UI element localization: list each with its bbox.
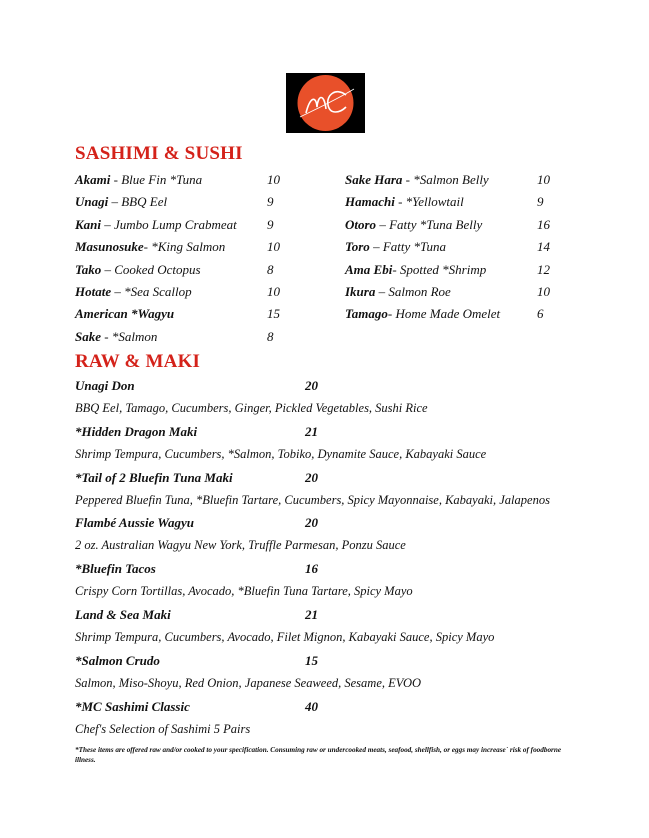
raw-item-description: Shrimp Tempura, Cucumbers, *Salmon, Tobiko, Dynamite Sauce, Kabayaki Sauce	[75, 446, 487, 461]
mc-logo-mark	[286, 73, 365, 133]
item-price: 6	[537, 306, 544, 322]
raw-item-price: 21	[305, 607, 318, 622]
item-description: – Salmon Roe	[375, 284, 451, 299]
item-price: 12	[537, 261, 550, 277]
item-description: – Cooked Octopus	[101, 261, 201, 277]
item-price: 10	[537, 284, 550, 299]
menu-item	[75, 283, 297, 301]
raw-item-description: 2 oz. Australian Wagyu New York, Truffle Parmesan, Ponzu Sauce	[75, 538, 406, 553]
item-description: - *Salmon Belly	[402, 172, 489, 187]
item-price: 16	[537, 216, 550, 232]
menu-item	[75, 216, 297, 234]
item-price: 9	[267, 194, 274, 210]
raw-item-price: 21	[305, 423, 318, 439]
item-name: American *Wagyu	[75, 306, 175, 322]
item-description: - *Yellowtail	[394, 194, 464, 210]
item-description: - Spotted *Shrimp	[392, 261, 487, 277]
menu-item	[75, 305, 297, 323]
menu-item	[75, 328, 297, 346]
item-description: – Jumbo Lump Crabmeat	[101, 216, 237, 232]
item-name: Masunosuke	[75, 239, 144, 255]
raw-item-price: 16	[305, 561, 318, 577]
menu-item	[345, 238, 567, 256]
item-price: 10	[537, 172, 550, 187]
item-name: Hotate	[75, 284, 112, 299]
item-price: 9	[267, 216, 274, 232]
menu-item	[75, 193, 297, 211]
raw-item-description: Salmon, Miso-Shoyu, Red Onion, Japanese Seaweed, Sesame, EVOO	[75, 675, 422, 690]
item-description: - *King Salmon	[143, 239, 226, 255]
item-name: Tamago	[345, 306, 388, 322]
section-title-sashimi-sushi: SASHIMI & SUSHI	[75, 143, 243, 164]
raw-item-price: 20	[305, 469, 318, 485]
raw-item-name: *Hidden Dragon Maki	[75, 423, 198, 439]
item-name: Hamachi	[345, 194, 395, 210]
item-description: - *Salmon	[101, 328, 158, 344]
menu-item	[75, 171, 297, 189]
item-price: 10	[267, 172, 280, 187]
raw-item-name: Flambé Aussie Wagyu	[75, 515, 194, 531]
raw-item-name: *Bluefin Tacos	[75, 561, 156, 577]
item-name: Akami	[75, 172, 111, 187]
item-description: – Fatty *Tuna	[369, 239, 447, 255]
item-name: Sake	[75, 328, 101, 344]
item-price: 8	[267, 261, 274, 277]
raw-item-name: *Salmon Crudo	[75, 652, 160, 668]
item-description: - Blue Fin *Tuna	[110, 172, 203, 187]
mc-logo	[286, 73, 365, 133]
section-title-raw-maki: RAW & MAKI	[75, 351, 201, 372]
raw-item-description: Shrimp Tempura, Cucumbers, Avocado, Filet Mignon, Kabayaki Sauce, Spicy Mayo	[75, 630, 495, 644]
item-price: 8	[267, 328, 274, 344]
menu-item	[345, 171, 567, 189]
item-name: Otoro	[345, 216, 377, 232]
item-name: Ikura	[345, 284, 376, 299]
menu-item	[75, 261, 297, 279]
menu-item	[345, 261, 567, 279]
raw-item-description: Crispy Corn Tortillas, Avocado, *Bluefin Tuna Tartare, Spicy Mayo	[75, 584, 413, 599]
menu-item	[345, 216, 567, 234]
item-name: Kani	[75, 216, 102, 232]
menu-item	[345, 305, 567, 323]
footnote: *These items are offered raw and/or cooked to your specification. Consuming raw or undercooked meats, seafood, shellfish, or eggs may increase` risk of foodborne illness.	[75, 746, 562, 764]
raw-item-price: 20	[305, 515, 318, 531]
menu-item	[345, 193, 567, 211]
raw-item-description: Peppered Bluefin Tuna, *Bluefin Tartare, Cucumbers, Spicy Mayonnaise, Kabayaki, Jalapenos	[75, 492, 550, 507]
menu-item	[345, 283, 567, 301]
menu-item	[75, 238, 297, 256]
raw-item-name: *Tail of 2 Bluefin Tuna Maki	[75, 469, 233, 485]
raw-item-price: 20	[305, 378, 318, 393]
raw-item-name: *MC Sashimi Classic	[75, 698, 190, 714]
raw-item-name: Land & Sea Maki	[75, 607, 171, 622]
raw-item-name: Unagi Don	[75, 378, 135, 393]
item-name: Ama Ebi	[345, 261, 393, 277]
item-name: Sake Hara	[345, 172, 403, 187]
item-price: 10	[267, 284, 280, 299]
raw-item-description: BBQ Eel, Tamago, Cucumbers, Ginger, Pickled Vegetables, Sushi Rice	[75, 401, 428, 415]
item-price: 15	[267, 306, 280, 322]
item-name: Unagi	[75, 194, 109, 210]
raw-item-description: Chef's Selection of Sashimi 5 Pairs	[75, 721, 251, 736]
item-description: - Home Made Omelet	[387, 306, 501, 322]
item-price: 9	[537, 194, 544, 210]
item-description: – Fatty *Tuna Belly	[376, 216, 483, 232]
item-price: 10	[267, 239, 280, 255]
raw-item-price: 40	[305, 698, 318, 714]
item-description: – BBQ Eel	[108, 194, 168, 210]
raw-item-price: 15	[305, 652, 318, 668]
item-price: 14	[537, 239, 550, 255]
item-description: – *Sea Scallop	[111, 284, 192, 299]
item-name: Toro	[345, 239, 370, 255]
item-name: Tako	[75, 261, 102, 277]
